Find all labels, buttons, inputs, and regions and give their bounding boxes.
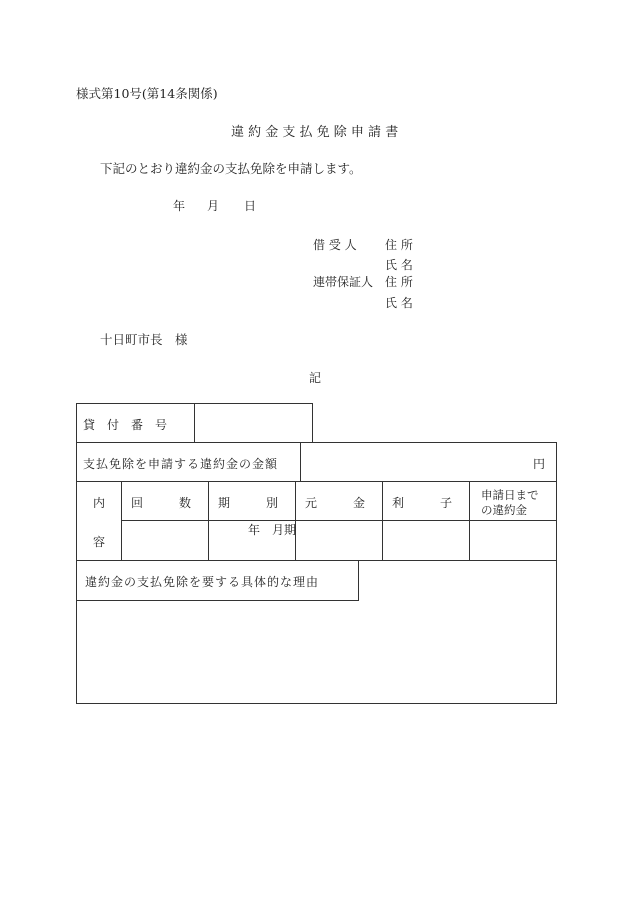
divider — [300, 442, 301, 481]
exemption-amount-label: 支払免除を申請する違約金の金額 — [83, 457, 279, 471]
col-penalty-line1: 申請日まで — [481, 488, 539, 502]
loan-number-field[interactable] — [196, 405, 310, 441]
reason-label: 違約金の支払免除を要する具体的な理由 — [85, 575, 320, 589]
divider — [76, 481, 557, 482]
col-penalty-line2: の違約金 — [481, 503, 527, 517]
divider — [469, 481, 470, 560]
divider — [382, 481, 383, 560]
col-interest: 利 子 — [392, 496, 453, 510]
divider — [76, 560, 557, 561]
col-installments: 回 数 — [131, 496, 192, 510]
divider — [121, 520, 557, 521]
guarantor-label: 連帯保証人 — [313, 275, 374, 289]
ki-mark: 記 — [309, 371, 322, 385]
interest-field[interactable] — [384, 522, 468, 558]
divider — [208, 481, 209, 560]
content-label-top: 内 — [93, 496, 106, 510]
col-principal: 元 金 — [305, 496, 366, 510]
divider — [194, 403, 195, 443]
loan-number-label: 貸 付 番 号 — [83, 418, 168, 432]
borrower-label: 借 受 人 — [313, 238, 357, 252]
yen-label: 円 — [533, 457, 546, 471]
period-value[interactable]: 年 月期 — [248, 523, 297, 537]
divider — [121, 481, 122, 560]
borrower-name-label: 氏 名 — [385, 258, 413, 272]
divider — [76, 600, 359, 601]
guarantor-address-label: 住 所 — [385, 275, 413, 289]
date-year-label: 年 — [173, 199, 186, 213]
reason-field[interactable] — [78, 602, 555, 702]
date-day-label: 日 — [244, 199, 257, 213]
principal-field[interactable] — [297, 522, 381, 558]
addressee: 十日町市長 様 — [100, 332, 188, 347]
document-title: 違 約 金 支 払 免 除 申 請 書 — [231, 125, 399, 140]
date-month-label: 月 — [207, 199, 220, 213]
content-label-bottom: 容 — [93, 535, 106, 549]
divider — [358, 560, 359, 600]
guarantor-name-label: 氏 名 — [385, 296, 413, 310]
installments-field[interactable] — [123, 522, 207, 558]
form-number: 様式第10号(第14条関係) — [76, 86, 218, 101]
exemption-amount-field[interactable] — [302, 444, 532, 479]
col-period: 期 別 — [218, 496, 279, 510]
penalty-field[interactable] — [471, 522, 555, 558]
intro-text: 下記のとおり違約金の支払免除を申請します。 — [100, 161, 362, 176]
borrower-address-label: 住 所 — [385, 238, 413, 252]
